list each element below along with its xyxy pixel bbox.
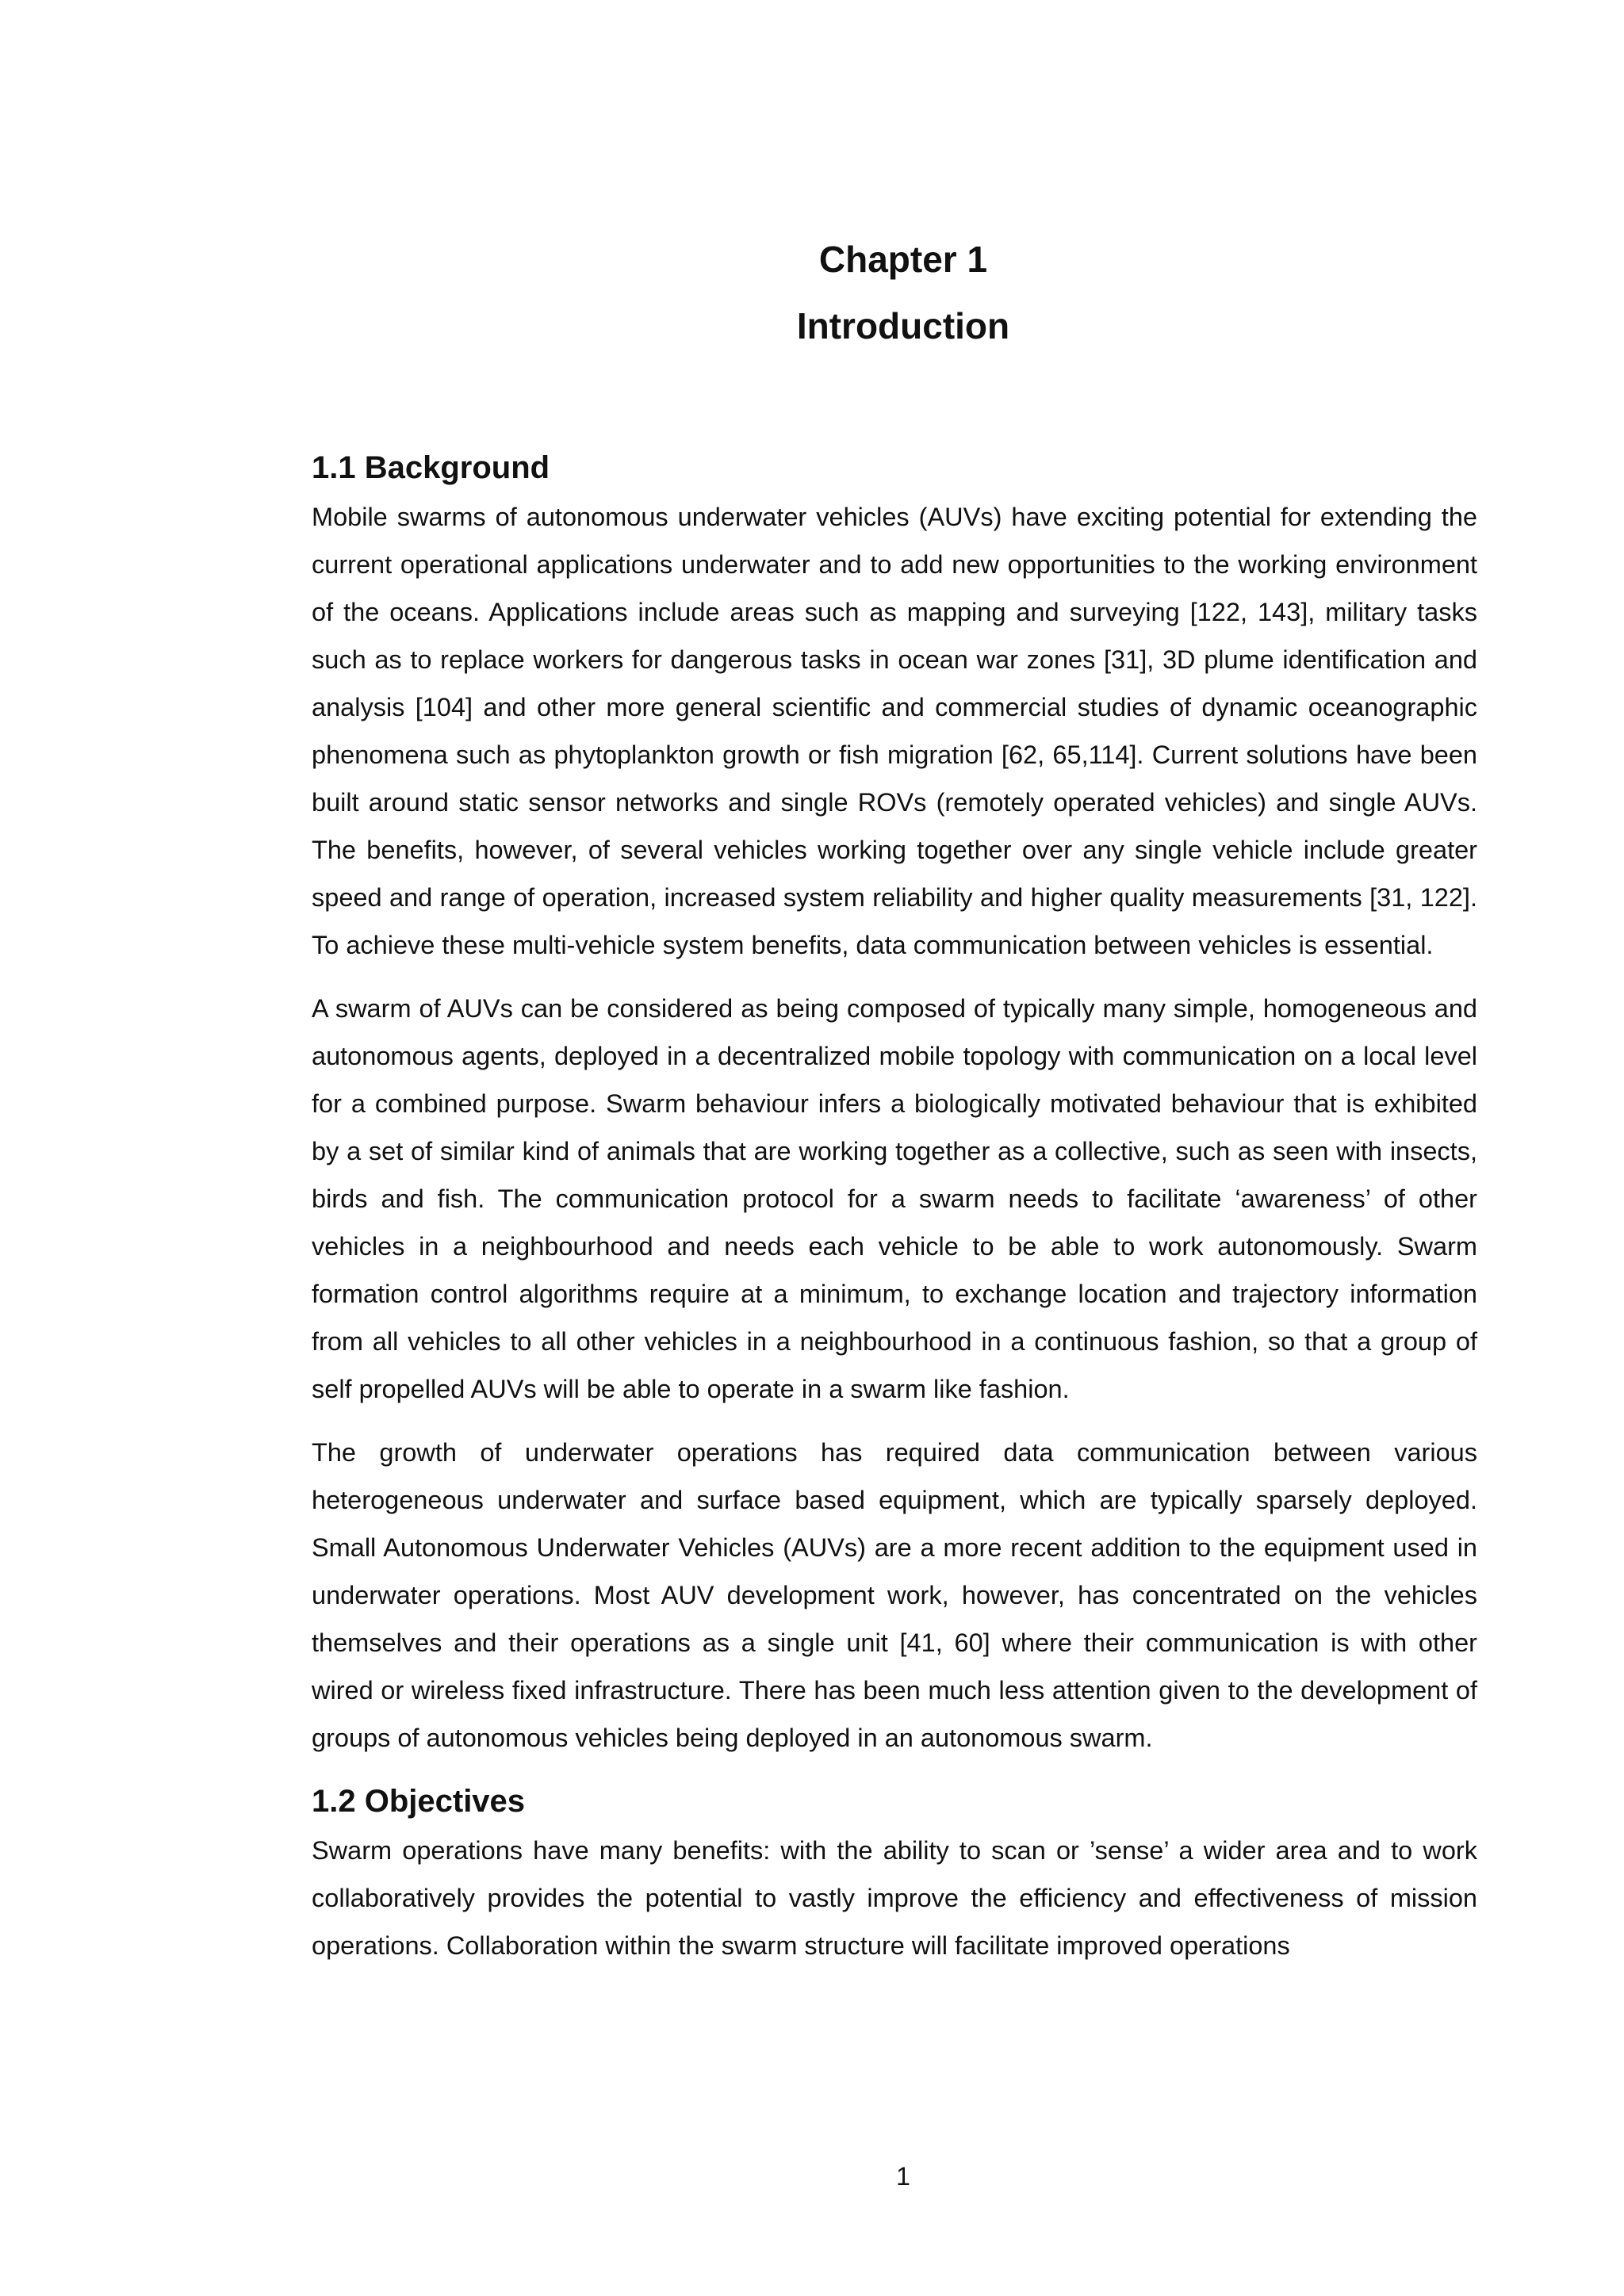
chapter-label: Chapter 1 xyxy=(818,239,988,280)
chapter-header xyxy=(0,226,1624,359)
paragraph: Swarm operations have many benefits: with the ability to scan or ’sense’ a wider area and to work collaboratively provides the potential to vastly improve the efficiency and effectiveness of mission operations. Collaboration within the swarm structure will facilitate improved operations xyxy=(312,1836,1477,1960)
section-heading-background: 1.1 Background xyxy=(312,450,550,485)
chapter-title: Introduction xyxy=(796,305,1010,346)
paragraph: Mobile swarms of autonomous underwater vehicles (AUVs) have exciting potential for extending the current operational applications underwater and to add new opportunities to the working environment of the oceans. Applications include areas such as mapping and surveying [122, 143], military tasks such as to replace workers for dangerous tasks in ocean war zones [31], 3D plume identification and analysis [104] and other more general scientific and commercial studies of dynamic oceanographic phenomena such as phytoplankton growth or fish migration [62, 65,114]. Current solutions have been built around static sensor networks and single ROVs (remotely operated vehicles) and single AUVs. The benefits, however, of several vehicles working together over any single vehicle include greater speed and range of operation, increased system reliability and higher quality measurements [31, 122]. To achieve these multi-vehicle system benefits, data communication between vehicles is essential. xyxy=(312,503,1477,959)
page-number: 1 xyxy=(896,2162,910,2191)
paragraph: The growth of underwater operations has required data communication between various heterogeneous underwater and surface based equipment, which are typically sparsely deployed. Small Autonomous Underwater Vehicles (AUVs) are a more recent addition to the equipment used in underwater operations. Most AUV development work, however, has concentrated on the vehicles themselves and their operations as a single unit [41, 60] where their communication is with other wired or wireless fixed infrastructure. There has been much less attention given to the development of groups of autonomous vehicles being deployed in an autonomous swarm. xyxy=(312,1438,1477,1752)
chapter-body xyxy=(312,444,1477,1969)
paragraph: A swarm of AUVs can be considered as being composed of typically many simple, homogeneous and autonomous agents, deployed in a decentralized mobile topology with communication on a local level for a combined purpose. Swarm behaviour infers a biologically motivated behaviour that is exhibited by a set of similar kind of animals that are working together as a collective, such as seen with insects, birds and fish. The communication protocol for a swarm needs to facilitate ‘awareness’ of other vehicles in a neighbourhood and needs each vehicle to be able to work autonomously. Swarm formation control algorithms require at a minimum, to exchange location and trajectory information from all vehicles to all other vehicles in a neighbourhood in a continuous fashion, so that a group of self propelled AUVs will be able to operate in a swarm like fashion. xyxy=(312,994,1477,1403)
section-heading-objectives: 1.2 Objectives xyxy=(312,1784,526,1819)
